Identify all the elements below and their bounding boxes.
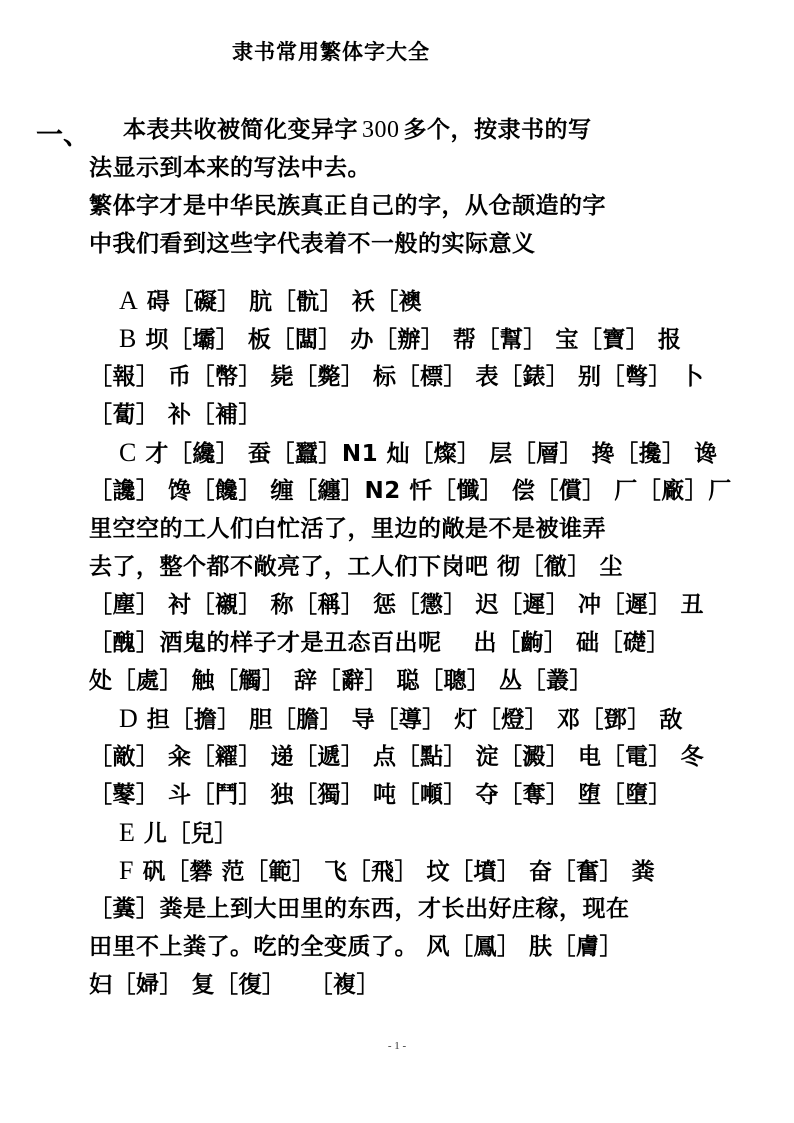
entry-line-a bbox=[119, 282, 422, 320]
entry-line: 田里不上粪了。吃的全变质了。 风［鳳］ 肤［膚］ bbox=[89, 934, 624, 960]
entry-text: 坝［壩］ 板［闆］ 办［辦］ 帮［幫］ 宝［寶］ 报 bbox=[136, 327, 682, 353]
entry-text: 儿［兒］ bbox=[135, 821, 238, 847]
entry-line: ［糞］粪是上到大田里的东西，才长出好庄稼，现在 bbox=[89, 896, 630, 922]
entry-line-e bbox=[119, 814, 238, 852]
intro-line-1-number: 300 bbox=[362, 117, 400, 143]
entry-line: ［報］ 币［幣］ 毙［斃］ 标［標］ 表［錶］ 别［彆］ 卜 bbox=[89, 364, 705, 390]
entry-line: ［塵］ 衬［襯］ 称［稱］ 惩［懲］ 迟［遲］ 冲［遲］ 丑 bbox=[89, 592, 705, 618]
entry-line: 里空空的工人们白忙活了，里边的敞是不是被谁弄 bbox=[89, 516, 606, 542]
entry-line: ［讒］ 馋［饞］ 缠［纏］N2 忏［懺］ 偿［償］ 厂［廠］厂 bbox=[89, 478, 732, 504]
entry-line: ［醜］酒鬼的样子才是丑态百出呢 出［齣］ 础［礎］ bbox=[89, 630, 671, 656]
entry-text: 才［纔］ 蚕［蠶］N1 灿［燦］ 层［層］ 搀［攙］ 谗 bbox=[136, 441, 718, 467]
entry-line: ［鼕］ 斗［鬥］ 独［獨］ 吨［噸］ 夺［奪］ 堕［墮］ bbox=[89, 782, 673, 808]
section-letter: A bbox=[119, 286, 139, 315]
intro-line-4: 中我们看到这些字代表着不一般的实际意义 bbox=[89, 231, 536, 257]
intro-line-1-prefix: 本表共收被简化变异字 bbox=[123, 117, 358, 143]
section-marker: 一、 bbox=[36, 120, 90, 151]
intro-line-1-suffix: 多个，按隶书的写 bbox=[403, 117, 592, 143]
entry-text: 碍［礙］ 肮［骯］ 袄［襖 bbox=[138, 289, 423, 315]
section-letter: C bbox=[119, 438, 137, 467]
entry-text: 担［擔］ 胆［膽］ 导［導］ 灯［燈］ 邓［鄧］ 敌 bbox=[138, 707, 683, 733]
intro-line-2: 法显示到本来的写法中去。 bbox=[89, 155, 371, 181]
section-letter: F bbox=[119, 856, 134, 885]
entry-line-d bbox=[119, 700, 683, 738]
entry-line: ［敵］ 籴［糴］ 递［遞］ 点［點］ 淀［澱］ 电［電］ 冬 bbox=[89, 744, 705, 770]
entry-line: ［蔔］ 补［補］ bbox=[89, 402, 263, 428]
entry-line-f bbox=[119, 852, 655, 890]
entry-line: 妇［婦］ 复［復］ ［複］ bbox=[89, 972, 381, 998]
entry-line: 去了，整个都不敞亮了，工人们下岗吧 彻［徹］ 尘 bbox=[89, 554, 624, 580]
page-title: 隶书常用繁体字大全 bbox=[232, 40, 430, 64]
intro-line-3: 繁体字才是中华民族真正自己的字，从仓颉造的字 bbox=[89, 193, 606, 219]
entry-text: 矾［礬 范［範］ 飞［飛］ 坟［墳］ 奋［奮］ 粪 bbox=[133, 859, 656, 885]
section-letter: E bbox=[119, 818, 136, 847]
page-number: - 1 - bbox=[387, 1040, 407, 1052]
entry-line-b bbox=[119, 320, 681, 358]
section-letter: D bbox=[119, 704, 139, 733]
entry-line: 处［處］ 触［觸］ 辞［辭］ 聪［聰］ 丛［叢］ bbox=[89, 668, 594, 694]
section-letter: B bbox=[119, 324, 137, 353]
entry-line-c bbox=[119, 434, 718, 472]
intro-line-1 bbox=[123, 111, 592, 149]
